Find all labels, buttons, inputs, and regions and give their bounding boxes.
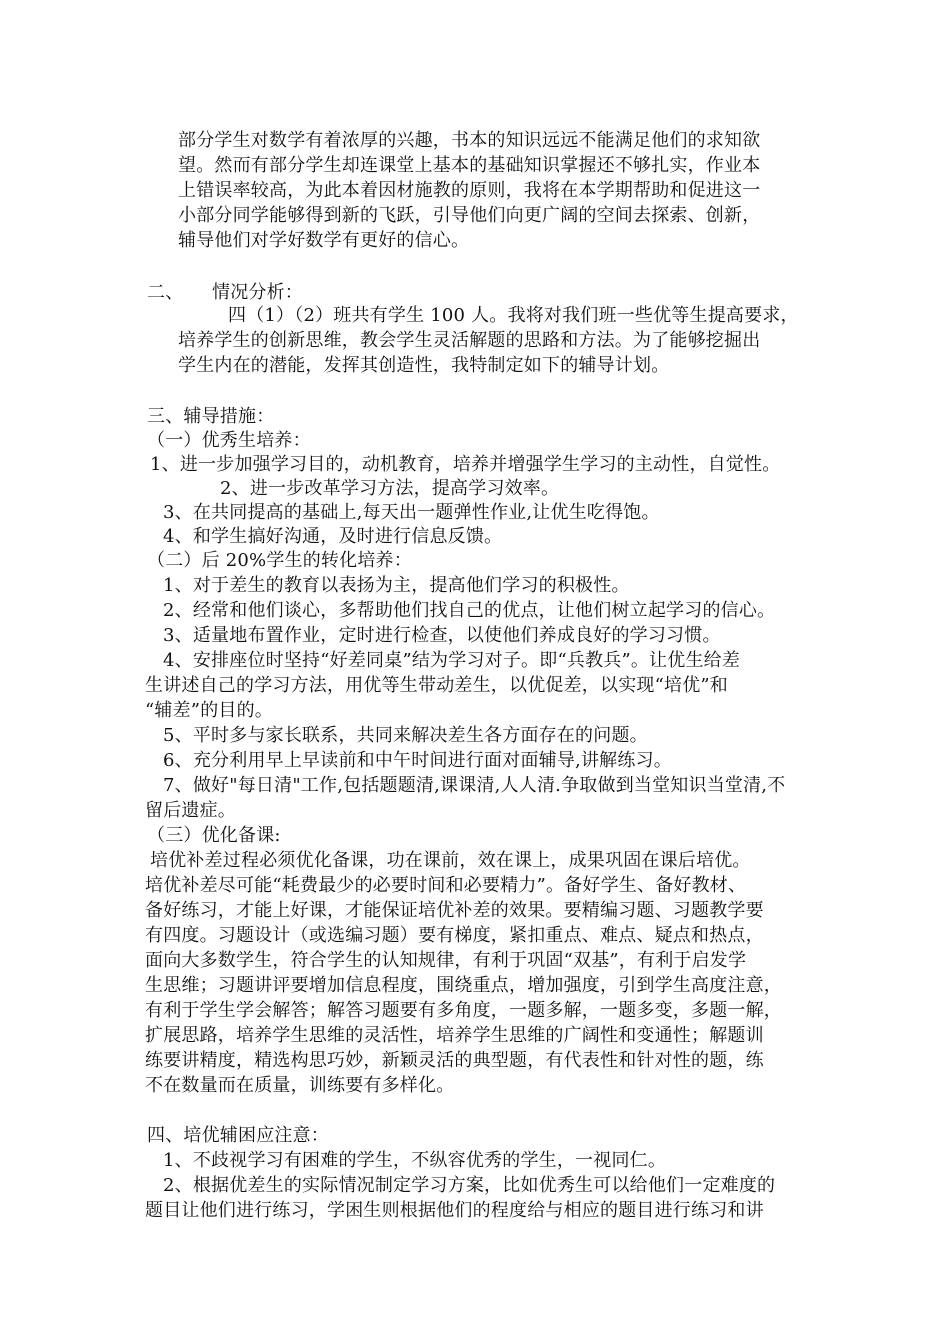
section3-sub3-title: （三）优化备课: bbox=[147, 825, 281, 846]
section2-number: 二、 bbox=[147, 282, 184, 303]
sub1-item: 4、和学生搞好沟通，及时进行信息反馈。 bbox=[163, 526, 503, 547]
sub3-line: 面向大多数学生，符合学生的认知规律，有利于巩固“双基”，有利于启发学 bbox=[145, 950, 747, 971]
intro-line: 辅导他们对学好数学有更好的信心。 bbox=[178, 230, 470, 251]
sub3-line: 有利于学生学会解答；解答习题要有多角度，一题多解，一题多变，多题一解， bbox=[145, 1000, 782, 1021]
intro-line: 上错误率较高，为此本着因材施教的原则，我将在本学期帮助和促进这一 bbox=[178, 180, 761, 201]
sub3-line: 备好练习，才能上好课，才能保证培优补差的效果。要精编习题、习题教学要 bbox=[145, 900, 764, 921]
section3-sub1-title: （一）优秀生培养： bbox=[147, 430, 311, 451]
sub2-item: “辅差”的目的。 bbox=[145, 700, 274, 721]
sub1-item: 3、在共同提高的基础上,每天出一题弹性作业,让优生吃得饱。 bbox=[163, 502, 660, 523]
intro-line: 部分学生对数学有着浓厚的兴趣，书本的知识远远不能满足他们的求知欲 bbox=[178, 130, 761, 151]
intro-line: 小部分同学能够得到新的飞跃，引导他们向更广阔的空间去探索、创新， bbox=[178, 205, 761, 226]
sub1-item: 2、进一步改革学习方法，提高学习效率。 bbox=[220, 478, 560, 499]
sub2-item: 5、平时多与家长联系，共同来解决差生各方面存在的问题。 bbox=[163, 725, 648, 746]
sub3-line: 培优补差尽可能“耗费最少的必要时间和必要精力”。备好学生、备好教材、 bbox=[145, 875, 747, 896]
sub2-item: 6、充分利用早上早读前和中午时间进行面对面辅导,讲解练习。 bbox=[163, 750, 672, 771]
sub3-line: 练要讲精度，精选构思巧妙，新颖灵活的典型题，有代表性和针对性的题，练 bbox=[145, 1050, 764, 1071]
sub1-item: 1、进一步加强学习目的，动机教育，培养并增强学生学习的主动性，自觉性。 bbox=[150, 454, 781, 475]
section4-item: 2、根据优差生的实际情况制定学习方案，比如优秀生可以给他们一定难度的 bbox=[163, 1175, 776, 1196]
sub2-item: 生讲述自己的学习方法，用优等生带动差生，以优促差，以实现“培优”和 bbox=[145, 675, 729, 696]
section4-item: 1、不歧视学习有困难的学生，不纵容优秀的学生，一视同仁。 bbox=[163, 1150, 667, 1171]
sub2-item: 4、安排座位时坚持“好差同桌”结为学习对子。即“兵教兵”。让优生给差 bbox=[163, 650, 741, 671]
section3-sub2-title: （二）后 20%学生的转化培养： bbox=[147, 550, 412, 571]
section3-title: 三、辅导措施： bbox=[147, 406, 275, 427]
section2-line: 学生内在的潜能，发挥其创造性，我特制定如下的辅导计划。 bbox=[178, 355, 670, 376]
section2-line: 四（1）（2）班共有学生 100 人。我将对我们班一些优等生提高要求， bbox=[228, 305, 799, 326]
sub3-line: 培优补差过程必须优化备课，功在课前，效在课上，成果巩固在课后培优。 bbox=[150, 850, 751, 871]
section2-title: 情况分析： bbox=[212, 282, 303, 303]
sub3-line: 有四度。习题设计（或选编习题）要有梯度，紧扣重点、难点、疑点和热点， bbox=[145, 925, 764, 946]
intro-line: 望。然而有部分学生却连课堂上基本的基础知识掌握还不够扎实，作业本 bbox=[178, 155, 761, 176]
sub3-line: 生思维；习题讲评要增加信息程度，围绕重点，增加强度，引到学生高度注意， bbox=[145, 975, 782, 996]
sub2-item: 留后遗症。 bbox=[145, 800, 236, 821]
section2-line: 培养学生的创新思维，教会学生灵活解题的思路和方法。为了能够挖掘出 bbox=[178, 330, 761, 351]
sub2-item: 1、对于差生的教育以表扬为主，提高他们学习的积极性。 bbox=[163, 575, 630, 596]
sub2-item: 2、经常和他们谈心，多帮助他们找自己的优点，让他们树立起学习的信心。 bbox=[163, 600, 776, 621]
sub3-line: 不在数量而在质量，训练要有多样化。 bbox=[145, 1075, 455, 1096]
sub2-item: 7、做好"每日清"工作,包括题题清,课课清,人人清.争取做到当堂知识当堂清,不 bbox=[163, 775, 786, 796]
sub2-item: 3、适量地布置作业，定时进行检查，以使他们养成良好的学习习惯。 bbox=[163, 625, 721, 646]
section4-item: 题目让他们进行练习，学困生则根据他们的程度给与相应的题目进行练习和讲 bbox=[145, 1200, 764, 1221]
section4-title: 四、培优辅困应注意： bbox=[147, 1125, 329, 1146]
sub3-line: 扩展思路，培养学生思维的灵活性，培养学生思维的广阔性和变通性；解题训 bbox=[145, 1025, 764, 1046]
